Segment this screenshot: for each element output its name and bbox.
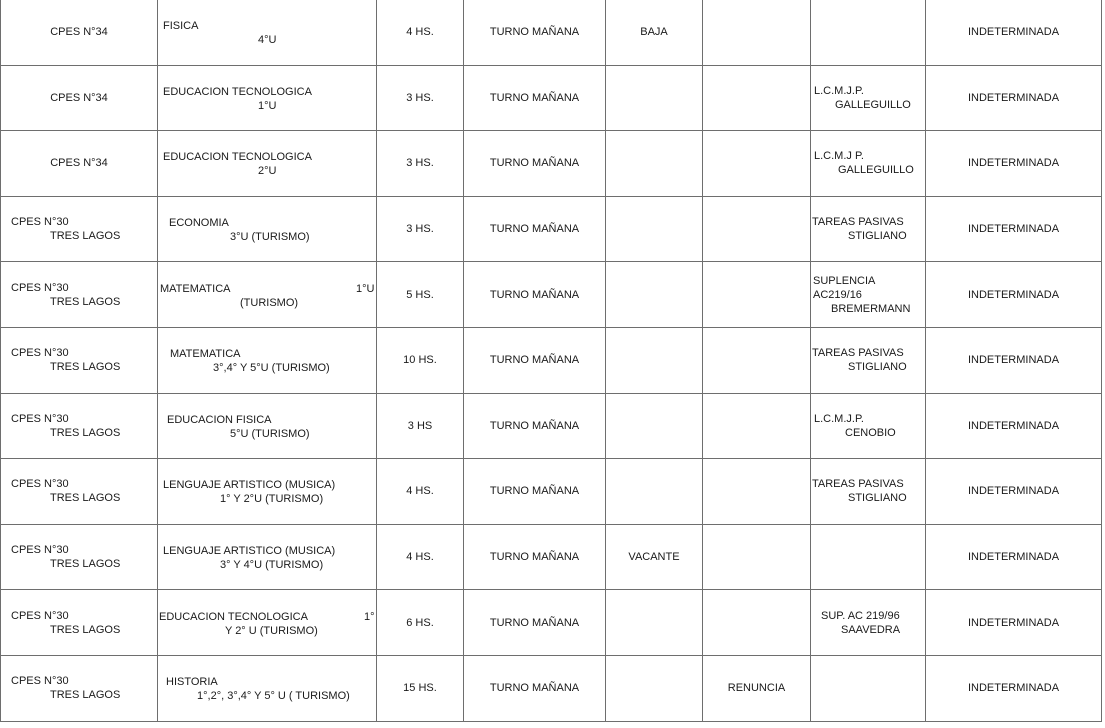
hours-cell xyxy=(377,393,464,459)
shift-value: TURNO MAÑANA xyxy=(489,419,580,432)
duration-value: INDETERMINADA xyxy=(967,354,1060,367)
person-reason: SUPLENCIA AC219/16 xyxy=(813,274,875,301)
hours-value: 5 HS. xyxy=(406,288,434,301)
duration-cell xyxy=(926,590,1102,656)
school-cell xyxy=(1,65,158,131)
hours-cell xyxy=(377,65,464,131)
hours-value: 3 HS xyxy=(407,419,433,432)
hours-cell xyxy=(377,262,464,328)
duration-cell xyxy=(926,459,1102,525)
subject-wrap xyxy=(158,394,376,458)
school-cell xyxy=(1,459,158,525)
subject-course: 1°,2°, 3°,4° Y 5° U ( TURISMO) xyxy=(197,690,350,703)
school-location: TRES LAGOS xyxy=(50,295,121,308)
duration-value: INDETERMINADA xyxy=(967,91,1060,104)
subject-wrap xyxy=(158,328,376,392)
person-cell xyxy=(811,393,926,459)
school-cell xyxy=(1,655,158,721)
subject-course: Y 2° U (TURISMO) xyxy=(225,624,318,637)
school-name: CPES N°34 xyxy=(50,26,108,39)
table-body xyxy=(1,0,1102,721)
table-row xyxy=(1,393,1102,459)
note-cell xyxy=(703,196,811,262)
subject-name: EDUCACION TECNOLOGICA xyxy=(163,85,312,98)
person-name: GALLEGUILLO xyxy=(835,98,911,111)
subject-cell xyxy=(158,196,377,262)
hours-value: 6 HS. xyxy=(406,616,434,629)
table-row xyxy=(1,0,1102,65)
person-cell xyxy=(811,327,926,393)
subject-wrap xyxy=(158,459,376,523)
table-row xyxy=(1,327,1102,393)
school-cell xyxy=(1,327,158,393)
duration-cell xyxy=(926,65,1102,131)
table-row xyxy=(1,131,1102,197)
duration-value: INDETERMINADA xyxy=(967,551,1060,564)
subject-cell xyxy=(158,262,377,328)
school-name: CPES N°30 xyxy=(11,478,69,491)
table-row xyxy=(1,196,1102,262)
hours-cell xyxy=(377,131,464,197)
note-cell xyxy=(703,65,811,131)
shift-cell xyxy=(464,262,606,328)
subject-course: (TURISMO) xyxy=(240,296,299,309)
subject-course-extra: 1°U xyxy=(356,282,375,295)
status-cell xyxy=(606,0,703,65)
table-row xyxy=(1,655,1102,721)
subject-wrap xyxy=(158,656,376,720)
person-cell xyxy=(811,131,926,197)
duration-cell xyxy=(926,131,1102,197)
shift-cell xyxy=(464,327,606,393)
duration-value: INDETERMINADA xyxy=(967,485,1060,498)
status-cell xyxy=(606,131,703,197)
status-cell xyxy=(606,393,703,459)
school-cell xyxy=(1,590,158,656)
hours-value: 15 HS. xyxy=(403,682,437,695)
subject-wrap xyxy=(158,131,376,195)
subject-name: HISTORIA xyxy=(166,676,218,689)
person-cell xyxy=(811,655,926,721)
note-cell xyxy=(703,327,811,393)
duration-cell xyxy=(926,655,1102,721)
shift-cell xyxy=(464,524,606,590)
status-cell xyxy=(606,327,703,393)
hours-cell xyxy=(377,524,464,590)
school-name: CPES N°30 xyxy=(11,412,69,425)
note-cell xyxy=(703,590,811,656)
hours-cell xyxy=(377,590,464,656)
school-name: CPES N°30 xyxy=(11,281,69,294)
duration-value: INDETERMINADA xyxy=(967,419,1060,432)
school-name: CPES N°30 xyxy=(11,347,69,360)
shift-value: TURNO MAÑANA xyxy=(489,223,580,236)
school-cell xyxy=(1,131,158,197)
subject-cell xyxy=(158,524,377,590)
shift-value: TURNO MAÑANA xyxy=(489,485,580,498)
school-cell xyxy=(1,0,158,65)
person-cell xyxy=(811,196,926,262)
subject-wrap xyxy=(158,0,376,64)
status-cell xyxy=(606,262,703,328)
school-name: CPES N°34 xyxy=(50,91,108,104)
person-reason: L.C.M.J.P. xyxy=(814,84,864,97)
person-cell xyxy=(811,590,926,656)
shift-cell xyxy=(464,131,606,197)
subject-course: 1° Y 2°U (TURISMO) xyxy=(220,493,324,506)
shift-cell xyxy=(464,393,606,459)
school-location: TRES LAGOS xyxy=(50,689,121,702)
duration-cell xyxy=(926,327,1102,393)
table-row xyxy=(1,65,1102,131)
subject-course: 3°,4° Y 5°U (TURISMO) xyxy=(213,362,330,375)
subject-cell xyxy=(158,327,377,393)
subject-course: 5°U (TURISMO) xyxy=(230,427,310,440)
school-name: CPES N°34 xyxy=(50,157,108,170)
person-reason: L.C.M.J.P. xyxy=(814,412,864,425)
person-name: SAAVEDRA xyxy=(841,623,901,636)
note-cell xyxy=(703,393,811,459)
hours-cell xyxy=(377,327,464,393)
hours-value: 3 HS. xyxy=(406,91,434,104)
shift-cell xyxy=(464,459,606,525)
shift-value: TURNO MAÑANA xyxy=(489,551,580,564)
person-reason: L.C.M.J P. xyxy=(814,150,864,163)
subject-cell xyxy=(158,393,377,459)
note-cell xyxy=(703,459,811,525)
status-value: VACANTE xyxy=(628,551,680,564)
duration-value: INDETERMINADA xyxy=(967,157,1060,170)
subject-course: 2°U xyxy=(258,165,277,178)
school-cell xyxy=(1,262,158,328)
person-cell xyxy=(811,65,926,131)
person-name: STIGLIANO xyxy=(848,492,907,505)
person-cell xyxy=(811,459,926,525)
status-cell xyxy=(606,590,703,656)
person-reason: TAREAS PASIVAS xyxy=(812,478,904,491)
duration-value: INDETERMINADA xyxy=(967,26,1060,39)
school-location: TRES LAGOS xyxy=(50,426,121,439)
subject-cell xyxy=(158,0,377,65)
subject-name: EDUCACION TECNOLOGICA xyxy=(159,610,308,623)
subject-name: LENGUAJE ARTISTICO (MUSICA) xyxy=(163,479,336,492)
school-cell xyxy=(1,524,158,590)
school-location: TRES LAGOS xyxy=(50,492,121,505)
hours-value: 4 HS. xyxy=(406,551,434,564)
school-name: CPES N°30 xyxy=(11,675,69,688)
table-row xyxy=(1,590,1102,656)
table-row xyxy=(1,524,1102,590)
status-cell xyxy=(606,196,703,262)
duration-cell xyxy=(926,262,1102,328)
subject-name: MATEMATICA xyxy=(170,348,241,361)
subject-name: MATEMATICA xyxy=(160,282,231,295)
subject-course: 3° Y 4°U (TURISMO) xyxy=(220,559,324,572)
hours-cell xyxy=(377,0,464,65)
subject-cell xyxy=(158,590,377,656)
table-row xyxy=(1,262,1102,328)
person-name: GALLEGUILLO xyxy=(838,164,914,177)
duration-value: INDETERMINADA xyxy=(967,682,1060,695)
hours-cell xyxy=(377,196,464,262)
school-location: TRES LAGOS xyxy=(50,230,121,243)
status-cell xyxy=(606,459,703,525)
person-cell xyxy=(811,262,926,328)
duration-cell xyxy=(926,393,1102,459)
hours-value: 4 HS. xyxy=(406,26,434,39)
person-reason: SUP. AC 219/96 xyxy=(821,609,900,622)
duration-value: INDETERMINADA xyxy=(967,288,1060,301)
school-location: TRES LAGOS xyxy=(50,361,121,374)
school-cell xyxy=(1,393,158,459)
note-cell xyxy=(703,655,811,721)
school-name: CPES N°30 xyxy=(11,609,69,622)
note-value: RENUNCIA xyxy=(727,682,786,695)
person-reason: TAREAS PASIVAS xyxy=(812,216,904,229)
subject-course: 3°U (TURISMO) xyxy=(230,231,310,244)
person-name: CENOBIO xyxy=(845,426,896,439)
person-name: BREMERMANN xyxy=(831,302,911,315)
subject-cell xyxy=(158,65,377,131)
person-name: STIGLIANO xyxy=(848,361,907,374)
note-cell xyxy=(703,0,811,65)
duration-cell xyxy=(926,524,1102,590)
school-location: TRES LAGOS xyxy=(50,623,121,636)
subject-course-extra: 1° xyxy=(364,610,375,623)
note-cell xyxy=(703,131,811,197)
note-cell xyxy=(703,262,811,328)
school-name: CPES N°30 xyxy=(11,544,69,557)
subject-cell xyxy=(158,655,377,721)
subject-wrap xyxy=(158,263,376,327)
shift-cell xyxy=(464,65,606,131)
status-cell xyxy=(606,65,703,131)
shift-value: TURNO MAÑANA xyxy=(489,354,580,367)
shift-value: TURNO MAÑANA xyxy=(489,616,580,629)
status-cell xyxy=(606,524,703,590)
shift-cell xyxy=(464,590,606,656)
hours-value: 3 HS. xyxy=(406,223,434,236)
shift-value: TURNO MAÑANA xyxy=(489,288,580,301)
subject-name: EDUCACION FISICA xyxy=(167,413,272,426)
school-location: TRES LAGOS xyxy=(50,558,121,571)
subject-cell xyxy=(158,131,377,197)
hours-cell xyxy=(377,459,464,525)
subject-name: FISICA xyxy=(163,20,199,33)
person-cell xyxy=(811,0,926,65)
hours-cell xyxy=(377,655,464,721)
duration-cell xyxy=(926,0,1102,65)
duration-cell xyxy=(926,196,1102,262)
shift-cell xyxy=(464,655,606,721)
person-name: STIGLIANO xyxy=(848,230,907,243)
note-cell xyxy=(703,524,811,590)
duration-value: INDETERMINADA xyxy=(967,616,1060,629)
subject-wrap xyxy=(158,197,376,261)
subject-cell xyxy=(158,459,377,525)
shift-value: TURNO MAÑANA xyxy=(489,26,580,39)
status-cell xyxy=(606,655,703,721)
duration-value: INDETERMINADA xyxy=(967,223,1060,236)
subject-wrap xyxy=(158,66,376,130)
shift-value: TURNO MAÑANA xyxy=(489,91,580,104)
shift-cell xyxy=(464,0,606,65)
person-reason: TAREAS PASIVAS xyxy=(812,347,904,360)
subject-name: EDUCACION TECNOLOGICA xyxy=(163,151,312,164)
school-cell xyxy=(1,196,158,262)
hours-value: 10 HS. xyxy=(403,354,437,367)
status-value: BAJA xyxy=(640,26,668,39)
table-row xyxy=(1,459,1102,525)
subject-course: 1°U xyxy=(258,99,277,112)
shift-value: TURNO MAÑANA xyxy=(489,682,580,695)
subject-wrap xyxy=(158,591,376,655)
person-cell xyxy=(811,524,926,590)
subject-course: 4°U xyxy=(258,34,277,47)
subject-name: LENGUAJE ARTISTICO (MUSICA) xyxy=(163,545,336,558)
subject-name: ECONOMIA xyxy=(169,217,229,230)
shift-value: TURNO MAÑANA xyxy=(489,157,580,170)
shift-cell xyxy=(464,196,606,262)
subject-wrap xyxy=(158,525,376,589)
hours-value: 3 HS. xyxy=(406,157,434,170)
hours-value: 4 HS. xyxy=(406,485,434,498)
school-name: CPES N°30 xyxy=(11,216,69,229)
